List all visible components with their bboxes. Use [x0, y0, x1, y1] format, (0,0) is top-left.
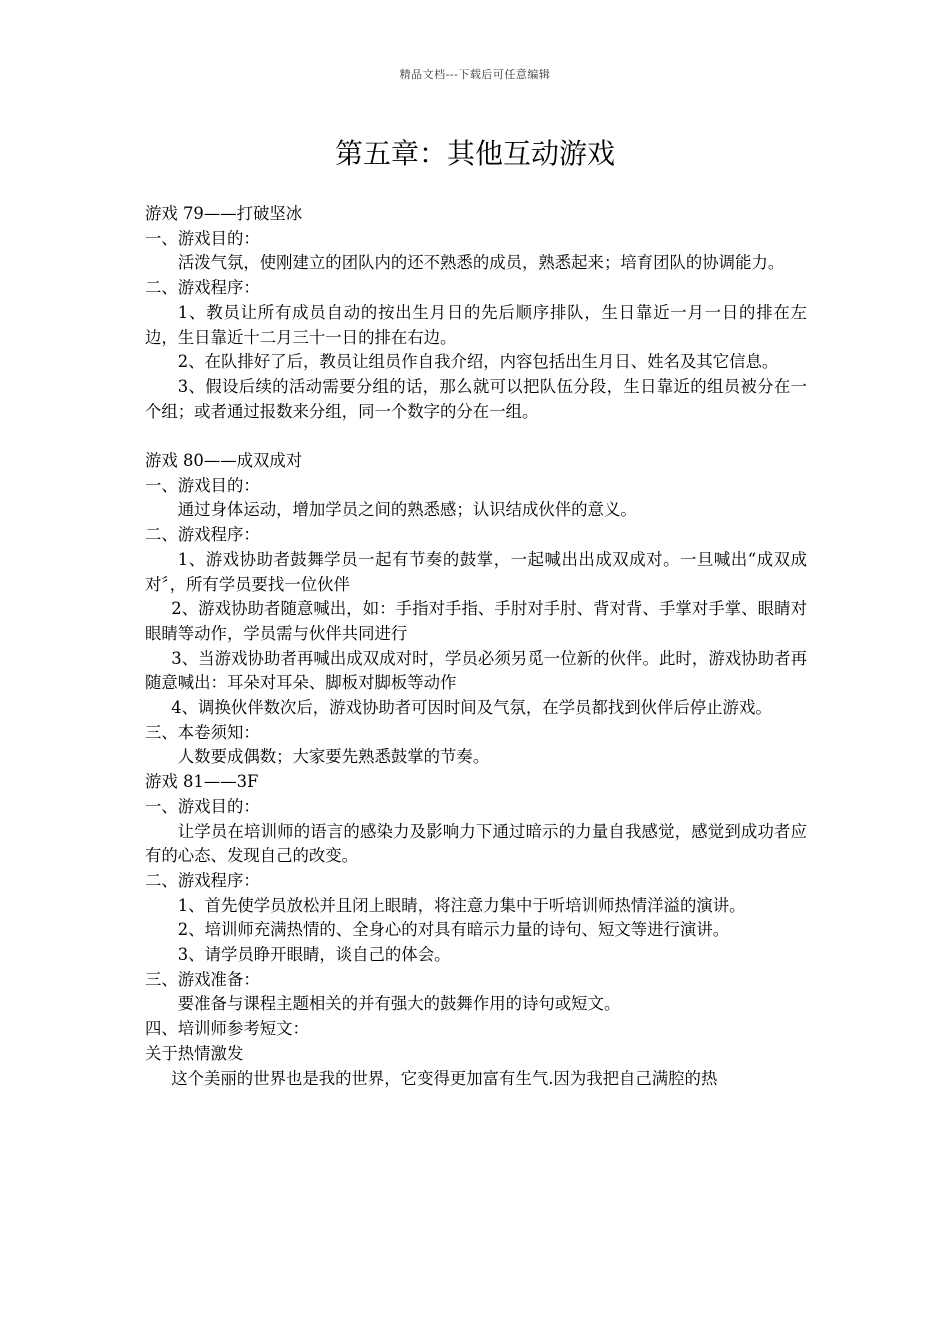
game-81-procedure-heading: 二、游戏程序： — [145, 870, 260, 890]
game-79-title: 游戏 79——打破坚冰 — [145, 204, 303, 223]
game-81-purpose-text: 让学员在培训师的语言的感染力及影响力下通过暗示的力量自我感觉，感觉到成功者应有的心态、发现自己的改变。 — [145, 821, 807, 866]
game-81-title: 游戏 81——3F — [145, 772, 259, 792]
game-81-essay-text: 这个美丽的世界也是我的世界，它变得更加富有生气.因为我把自己满腔的热 — [171, 1068, 718, 1088]
game-80-step-3: 3、当游戏协助者再喊出成双成对时，学员必须另觅一位新的伙伴。此时，游戏协助者再随意喊出：耳朵对耳朵、脚板对脚板等动作 — [145, 648, 807, 693]
game-80-step-4: 4、调换伙伴数次后，游戏协助者可因时间及气氛，在学员都找到伙伴后停止游戏。 — [171, 698, 772, 718]
game-81-essay-title: 关于热情激发 — [145, 1043, 244, 1063]
game-80-step-1: 1、游戏协助者鼓舞学员一起有节奏的鼓掌，一起喊出出成双成对。一旦喊出“成双成对〞，所有学员要找一位伙伴 — [145, 549, 807, 594]
game-79-step-2: 2、在队排好了后，教员让组员作自我介绍，内容包括出生月日、姓名及其它信息。 — [177, 352, 779, 372]
document-body — [145, 202, 807, 1091]
game-81-section — [145, 770, 807, 1091]
game-80-procedure-heading: 二、游戏程序： — [145, 525, 260, 545]
game-80-step-2: 2、游戏协助者随意喊出，如：手指对手指、手肘对手肘、背对背、手掌对手掌、眼睛对眼睛等动作，学员需与伙伴共同进行 — [145, 599, 807, 643]
game-79-purpose-text: 活泼气氛，使刚建立的团队内的还不熟悉的成员，熟悉起来；培育团队的协调能力。 — [177, 253, 785, 273]
game-81-step-2: 2、培训师充满热情的、全身心的对具有暗示力量的诗句、短文等进行演讲。 — [177, 920, 730, 940]
game-79-section — [145, 202, 807, 424]
game-81-step-1: 1、首先使学员放松并且闭上眼睛，将注意力集中于听培训师热情洋溢的演讲。 — [177, 895, 746, 915]
game-80-purpose-heading: 一、游戏目的： — [145, 475, 260, 495]
section-spacer — [145, 424, 807, 449]
game-81-preparation-text: 要准备与课程主题相关的并有强大的鼓舞作用的诗句或短文。 — [177, 994, 621, 1014]
game-80-notes-heading: 三、本卷须知： — [145, 722, 260, 742]
chapter-title: 第五章：其他互动游戏 — [334, 137, 615, 170]
game-79-step-1: 1、教员让所有成员自动的按出生月日的先后顺序排队，生日靠近一月一日的排在左边，生日靠近十二月三十一日的排在右边。 — [145, 302, 807, 347]
game-79-purpose-heading: 一、游戏目的： — [145, 228, 260, 248]
page-header: 精品文档---下载后可任意编辑 — [399, 68, 551, 81]
game-81-purpose-heading: 一、游戏目的： — [145, 796, 260, 816]
game-81-reference-heading: 四、培训师参考短文： — [145, 1019, 309, 1039]
game-80-title: 游戏 80——成双成对 — [145, 451, 303, 471]
game-79-step-3: 3、假设后续的活动需要分组的话，那么就可以把队伍分段，生日靠近的组员被分在一个组；或者通过报数来分组，同一个数字的分在一组。 — [145, 376, 807, 421]
game-81-preparation-heading: 三、游戏准备： — [145, 969, 260, 989]
game-79-procedure-heading: 二、游戏程序： — [145, 278, 260, 298]
game-81-step-3: 3、请学员睁开眼睛，谈自己的体会。 — [177, 945, 451, 965]
game-80-section — [145, 449, 807, 770]
game-80-purpose-text: 通过身体运动，增加学员之间的熟悉感；认识结成伙伴的意义。 — [177, 500, 637, 520]
game-80-notes-text: 人数要成偶数；大家要先熟悉鼓掌的节奏。 — [177, 747, 490, 767]
